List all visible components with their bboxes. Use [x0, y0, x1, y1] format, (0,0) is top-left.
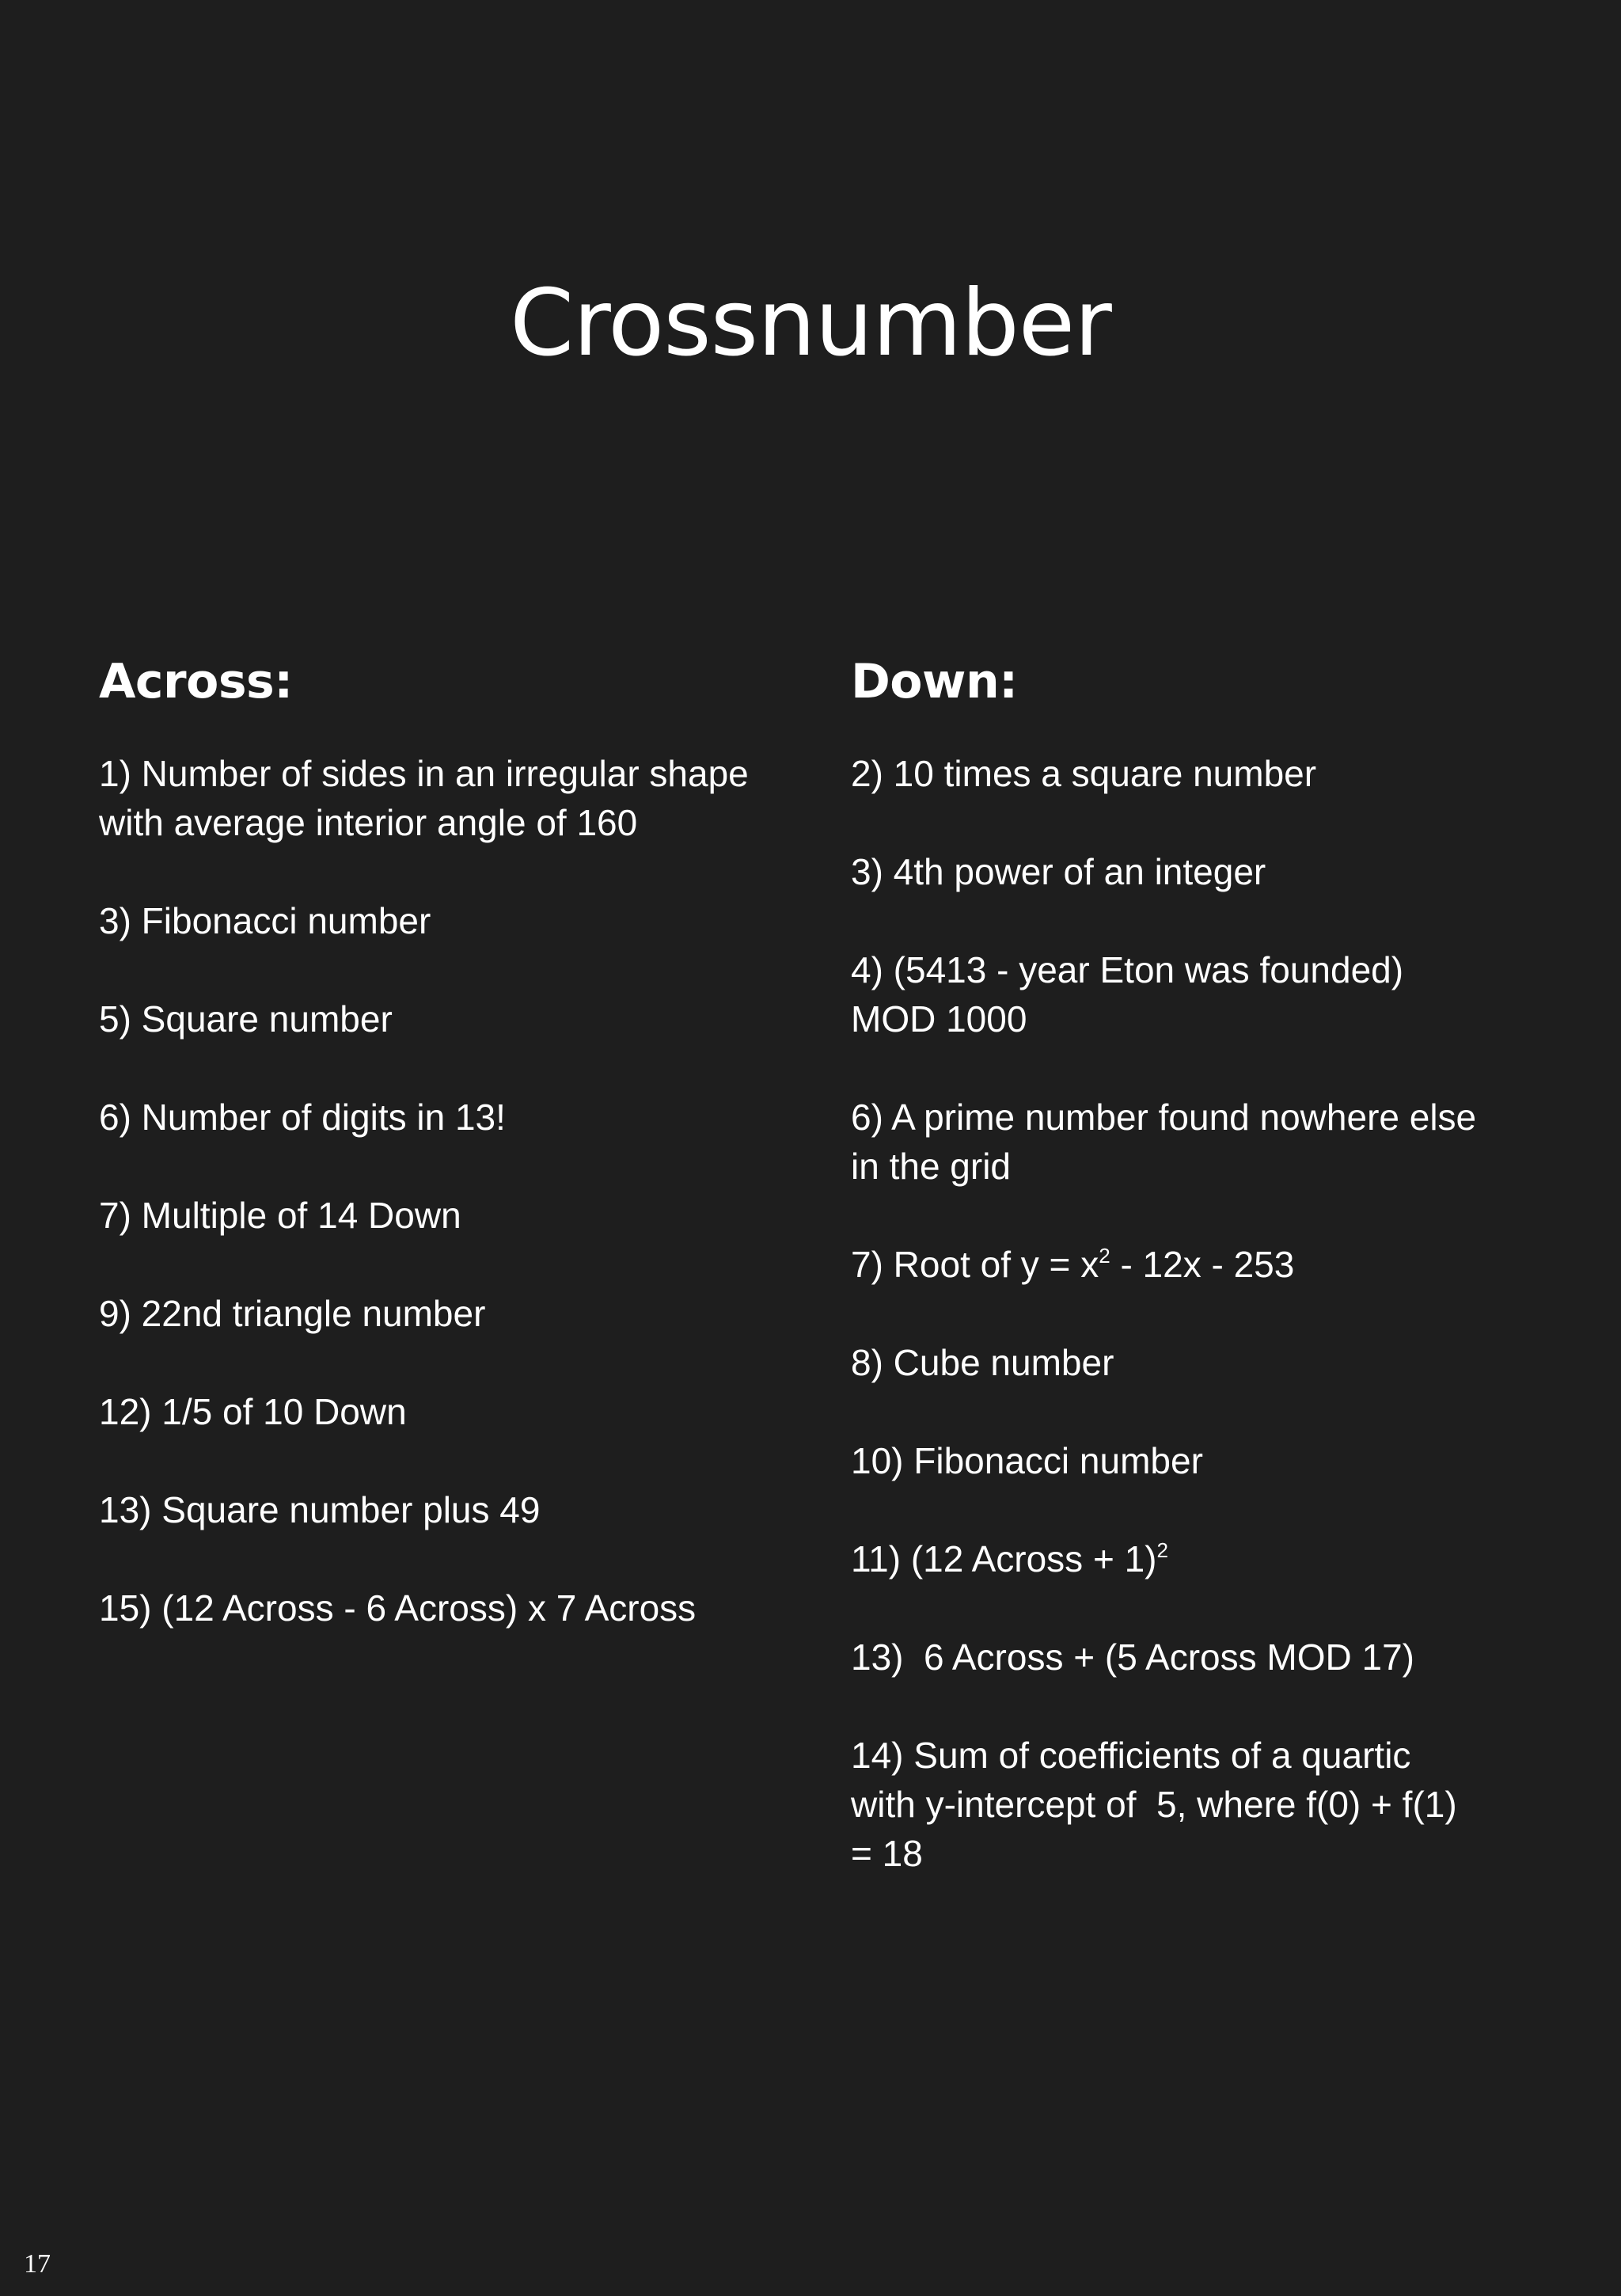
down-clue: 8) Cube number	[851, 1342, 1114, 1383]
down-clue: 4) (5413 - year Eton was founded) MOD 1000	[851, 949, 1404, 1040]
across-heading: Across:	[99, 654, 293, 709]
across-clue: 1) Number of sides in an irregular shape with average interior angle of 160	[99, 753, 749, 843]
across-clue: 13) Square number plus 49	[99, 1489, 541, 1530]
clue-text: - 12x - 253	[1110, 1244, 1295, 1285]
across-clues-column	[99, 656, 780, 1682]
clue-text: 11) (12 Across + 1)	[851, 1538, 1157, 1579]
across-clue: 5) Square number	[99, 998, 393, 1040]
down-clue: 2) 10 times a square number	[851, 753, 1317, 794]
across-clue: 7) Multiple of 14 Down	[99, 1195, 461, 1236]
across-clue: 15) (12 Across - 6 Across) x 7 Across	[99, 1587, 697, 1629]
down-clue	[851, 1240, 1500, 1289]
down-clue: 13) 6 Across + (5 Across MOD 17)	[851, 1636, 1414, 1678]
down-clue	[851, 1534, 1500, 1583]
page-number: 17	[24, 2249, 51, 2279]
superscript-exponent: 2	[1099, 1244, 1110, 1268]
down-clue: 14) Sum of coefficients of a quartic with y-intercept of 5, where f(0) + f(1) = 18	[851, 1735, 1457, 1874]
across-clue: 12) 1/5 of 10 Down	[99, 1391, 407, 1432]
down-clue: 10) Fibonacci number	[851, 1440, 1203, 1481]
across-clue: 9) 22nd triangle number	[99, 1293, 486, 1334]
down-clue: 6) A prime number found nowhere else in the grid	[851, 1097, 1477, 1187]
down-heading: Down:	[851, 654, 1018, 709]
down-clue: 3) 4th power of an integer	[851, 851, 1266, 892]
across-clue: 3) Fibonacci number	[99, 900, 431, 941]
superscript-exponent: 2	[1156, 1538, 1168, 1562]
clue-text: 7) Root of y = x	[851, 1244, 1099, 1285]
down-clues-column	[851, 656, 1500, 1927]
page-title: Crossnumber	[510, 270, 1111, 377]
across-clue: 6) Number of digits in 13!	[99, 1097, 506, 1138]
